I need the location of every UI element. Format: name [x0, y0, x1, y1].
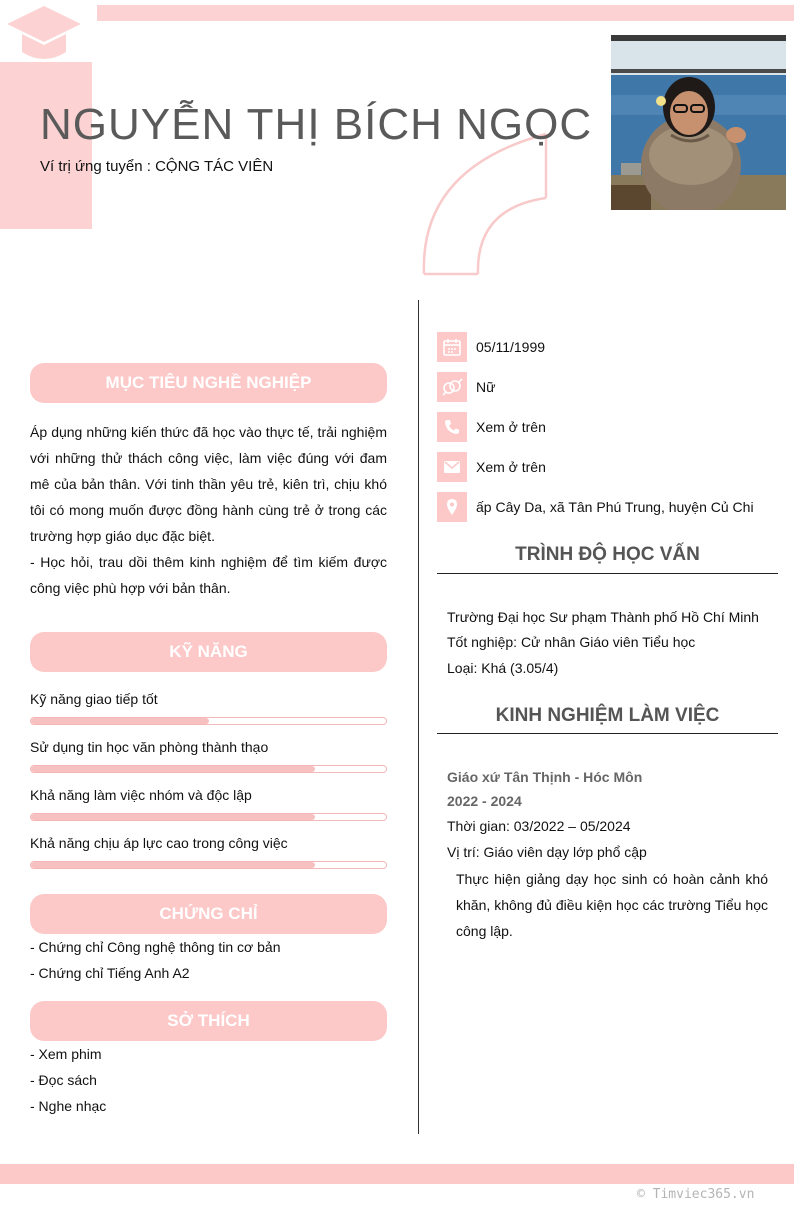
- objective-text: [30, 419, 387, 601]
- contact-row-gender: [437, 372, 495, 402]
- skill-bar-fill: [31, 718, 209, 724]
- certificates-heading: CHỨNG CHỈ: [30, 894, 387, 934]
- email-icon: [437, 452, 467, 482]
- calendar-icon: [437, 332, 467, 362]
- skill-bar: [30, 717, 387, 725]
- location-icon: [437, 492, 467, 522]
- contact-row-phone: [437, 412, 546, 442]
- graduation-cap-icon: [5, 4, 83, 64]
- experience-heading: KINH NGHIỆM LÀM VIỆC: [495, 705, 720, 726]
- hobby-item: - Đọc sách: [30, 1072, 97, 1088]
- skill-label: Kỹ năng giao tiếp tốt: [30, 691, 158, 707]
- address-text: ấp Cây Da, xã Tân Phú Trung, huyện Củ Chi: [476, 499, 754, 515]
- contact-row-email: [437, 452, 546, 482]
- gender-icon: [437, 372, 467, 402]
- certificates-list: [30, 934, 387, 986]
- certificate-item: - Chứng chỉ Tiếng Anh A2: [30, 965, 190, 981]
- profile-photo: [611, 35, 786, 210]
- contact-row-address: [437, 492, 754, 522]
- skill-label: Khả năng làm việc nhóm và độc lập: [30, 787, 252, 803]
- watermark: © Timviec365.vn: [637, 1187, 755, 1202]
- experience-role: Vị trí: Giáo viên dạy lớp phổ cập: [447, 844, 647, 860]
- objective-paragraph-2: - Học hỏi, trau dồi thêm kinh nghiệm để tìm kiếm được công việc phù hợp với bản thân.: [30, 554, 387, 596]
- hobby-item: - Xem phim: [30, 1046, 102, 1062]
- objective-paragraph-1: Áp dụng những kiến thức đã học vào thực tế, trải nghiệm với những thử thách công việc, làm việc đúng với đam mê của bản thân. Với tinh thần yêu trẻ, kiên trì, chịu khó tôi có mong muốn được đồng hành cùng trẻ ở trong các trường hợp giáo dục đặc biệt.: [30, 424, 387, 544]
- bottom-decorative-bar: [0, 1164, 794, 1184]
- column-divider: [418, 300, 419, 1134]
- experience-time: Thời gian: 03/2022 – 05/2024: [447, 818, 631, 834]
- experience-years: 2022 - 2024: [447, 793, 522, 809]
- phone-icon: [437, 412, 467, 442]
- objective-heading: MỤC TIÊU NGHỀ NGHIỆP: [30, 363, 387, 403]
- gender-text: Nữ: [476, 379, 496, 395]
- candidate-name: NGUYỄN THỊ BÍCH NGỌC: [40, 100, 593, 149]
- birthdate-text: 05/11/1999: [476, 339, 546, 355]
- top-decorative-bar: [97, 5, 794, 21]
- certificate-item: - Chứng chỉ Công nghệ thông tin cơ bản: [30, 939, 281, 955]
- education-grade: Loại: Khá (3.05/4): [447, 660, 559, 676]
- contact-row-birthdate: [437, 332, 545, 362]
- hobby-item: - Nghe nhạc: [30, 1098, 107, 1114]
- email-text: Xem ở trên: [476, 459, 546, 475]
- skill-bar-fill: [31, 862, 315, 868]
- applied-position: Ví trị ứng tuyển : CỘNG TÁC VIÊN: [40, 158, 274, 175]
- education-school: Trường Đại học Sư phạm Thành phố Hồ Chí Minh: [447, 609, 759, 625]
- education-degree: Tốt nghiệp: Cử nhân Giáo viên Tiểu học: [447, 634, 696, 650]
- education-heading: TRÌNH ĐỘ HỌC VẤN: [515, 544, 700, 565]
- skill-label: Sử dụng tin học văn phòng thành thạo: [30, 739, 269, 755]
- experience-description: Thực hiện giảng dạy học sinh có hoàn cảnh khó khăn, không đủ điều kiện học các trường Tiểu học công lập.: [456, 871, 768, 939]
- phone-text: Xem ở trên: [476, 419, 546, 435]
- skills-heading: KỸ NĂNG: [30, 632, 387, 672]
- education-rule: [437, 573, 778, 574]
- skill-bar: [30, 813, 387, 821]
- skill-label: Khả năng chịu áp lực cao trong công việc: [30, 835, 288, 851]
- experience-rule: [437, 733, 778, 734]
- skill-bar-fill: [31, 814, 315, 820]
- hobbies-list: [30, 1041, 387, 1119]
- skill-bar: [30, 861, 387, 869]
- skill-bar-fill: [31, 766, 315, 772]
- arc-decoration: [420, 128, 550, 280]
- skill-bar: [30, 765, 387, 773]
- experience-organization: Giáo xứ Tân Thịnh - Hóc Môn: [447, 769, 643, 785]
- hobbies-heading: SỞ THÍCH: [30, 1001, 387, 1041]
